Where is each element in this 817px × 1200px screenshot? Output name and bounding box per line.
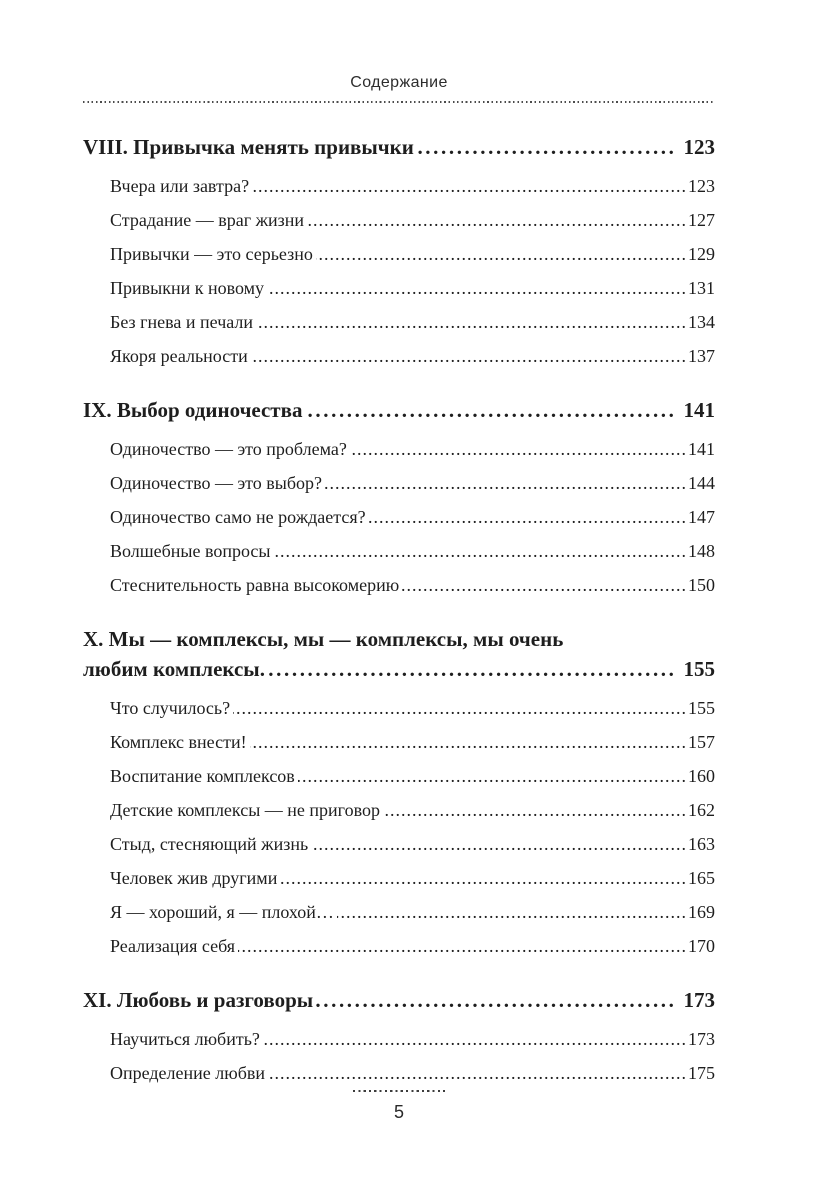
toc-entry-row	[83, 766, 715, 786]
entry-title: Привыкни к новому	[110, 278, 265, 298]
toc-entry-row	[83, 800, 715, 820]
entry-title: Научиться любить?	[110, 1029, 260, 1049]
dot-leader	[233, 698, 687, 718]
dot-leader	[274, 541, 687, 561]
toc-entry-row	[83, 1063, 715, 1083]
entry-title: Без гнева и печали	[110, 312, 254, 332]
entry-title: Стыд, стесняющий жизнь	[110, 834, 309, 854]
entry-title: Детские комплексы — не приговор	[110, 800, 380, 820]
toc-entry-row	[83, 473, 715, 493]
section-title: любим комплексы.	[83, 657, 265, 681]
dot-leader	[305, 395, 676, 425]
toc-entry-row	[83, 936, 715, 956]
entry-title: Одиночество само не рождается?	[110, 507, 366, 527]
entry-title: Определение любви	[110, 1063, 265, 1083]
entry-page-number: 123	[688, 176, 715, 196]
section-page-number: 155	[683, 657, 715, 681]
section-title: IX. Выбор одиночества	[83, 398, 303, 422]
dot-leader	[268, 1063, 687, 1083]
dot-leader	[402, 575, 687, 595]
entry-title: Вчера или завтра?	[110, 176, 250, 196]
entry-title: Волшебные вопросы	[110, 541, 271, 561]
entry-page-number: 134	[688, 312, 715, 332]
dot-leader	[307, 210, 687, 230]
dot-leader	[256, 312, 687, 332]
toc-entry-row	[83, 244, 715, 264]
section-heading-row	[83, 132, 715, 162]
toc-entry-row	[83, 698, 715, 718]
dot-leader	[369, 507, 687, 527]
dot-leader	[268, 654, 677, 684]
entry-page-number: 144	[688, 473, 715, 493]
entry-title: Человек жив другими	[110, 868, 278, 888]
dot-leader	[383, 800, 687, 820]
dot-leader	[238, 936, 687, 956]
entry-title: Стеснительность равна высокомерию	[110, 575, 400, 595]
section-title: VIII. Привычка менять привычки	[83, 135, 414, 159]
entry-page-number: 160	[688, 766, 715, 786]
toc-entry-row	[83, 176, 715, 196]
dot-leader	[325, 473, 687, 493]
section-title: XI. Любовь и разговоры	[83, 988, 314, 1012]
entry-page-number: 165	[688, 868, 715, 888]
entry-title: Я — хороший, я — плохой…	[110, 902, 334, 922]
entry-page-number: 170	[688, 936, 715, 956]
page-number: 5	[393, 1102, 404, 1123]
toc-entry-row	[83, 210, 715, 230]
entry-title: Одиночество — это проблема?	[110, 439, 347, 459]
entry-title: Воспитание комплексов	[110, 766, 295, 786]
toc-entry-row	[83, 732, 715, 752]
entry-page-number: 141	[688, 439, 715, 459]
dot-leader	[298, 766, 687, 786]
header-dotted-rule	[83, 101, 715, 103]
toc-entry-row	[83, 507, 715, 527]
dot-leader	[280, 868, 687, 888]
dot-leader	[337, 902, 687, 922]
entry-page-number: 148	[688, 541, 715, 561]
entry-page-number: 127	[688, 210, 715, 230]
dot-leader	[350, 439, 687, 459]
entry-title: Комплекс внести!	[110, 732, 247, 752]
dot-leader	[252, 176, 687, 196]
entry-page-number: 173	[688, 1029, 715, 1049]
dot-leader	[250, 732, 687, 752]
section-page-number: 173	[683, 988, 715, 1012]
entry-page-number: 162	[688, 800, 715, 820]
entry-page-number: 175	[688, 1063, 715, 1083]
toc-entry-row	[83, 312, 715, 332]
entry-page-number: 129	[688, 244, 715, 264]
entry-page-number: 155	[688, 698, 715, 718]
entry-title: Якоря реальности	[110, 346, 248, 366]
section-page-number: 123	[683, 135, 715, 159]
dot-leader	[267, 278, 687, 298]
toc-entry-row	[83, 834, 715, 854]
page-header-title: Содержание	[350, 74, 448, 91]
toc-entry-row	[83, 541, 715, 561]
section-title-line: X. Мы — комплексы, мы — комплексы, мы очень	[83, 627, 564, 651]
entry-title: Что случилось?	[110, 698, 231, 718]
entry-page-number: 137	[688, 346, 715, 366]
toc-entry-row	[83, 575, 715, 595]
entry-title: Привычки — это серьезно	[110, 244, 313, 264]
toc-entry-row	[83, 346, 715, 366]
entry-page-number: 147	[688, 507, 715, 527]
toc	[83, 132, 715, 1083]
entry-page-number: 163	[688, 834, 715, 854]
page-footer	[83, 1090, 715, 1123]
entry-title: Страдание — враг жизни	[110, 210, 305, 230]
footer-dotted-rule	[353, 1090, 445, 1092]
section-heading-row	[83, 395, 715, 425]
toc-entry-row	[83, 1029, 715, 1049]
toc-entry-row	[83, 868, 715, 888]
dot-leader	[263, 1029, 687, 1049]
dot-leader	[316, 244, 687, 264]
section-page-number: 141	[683, 398, 715, 422]
toc-entry-row	[83, 439, 715, 459]
dot-leader	[251, 346, 687, 366]
entry-page-number: 131	[688, 278, 715, 298]
section-heading-row	[83, 654, 715, 684]
dot-leader	[311, 834, 687, 854]
entry-title: Реализация себя	[110, 936, 236, 956]
dot-leader	[417, 132, 677, 162]
running-head	[83, 0, 715, 103]
entry-page-number: 157	[688, 732, 715, 752]
toc-entry-row	[83, 278, 715, 298]
section-heading-row	[83, 985, 715, 1015]
toc-entry-row	[83, 902, 715, 922]
dot-leader	[316, 985, 676, 1015]
entry-page-number: 169	[688, 902, 715, 922]
entry-page-number: 150	[688, 575, 715, 595]
entry-title: Одиночество — это выбор?	[110, 473, 323, 493]
